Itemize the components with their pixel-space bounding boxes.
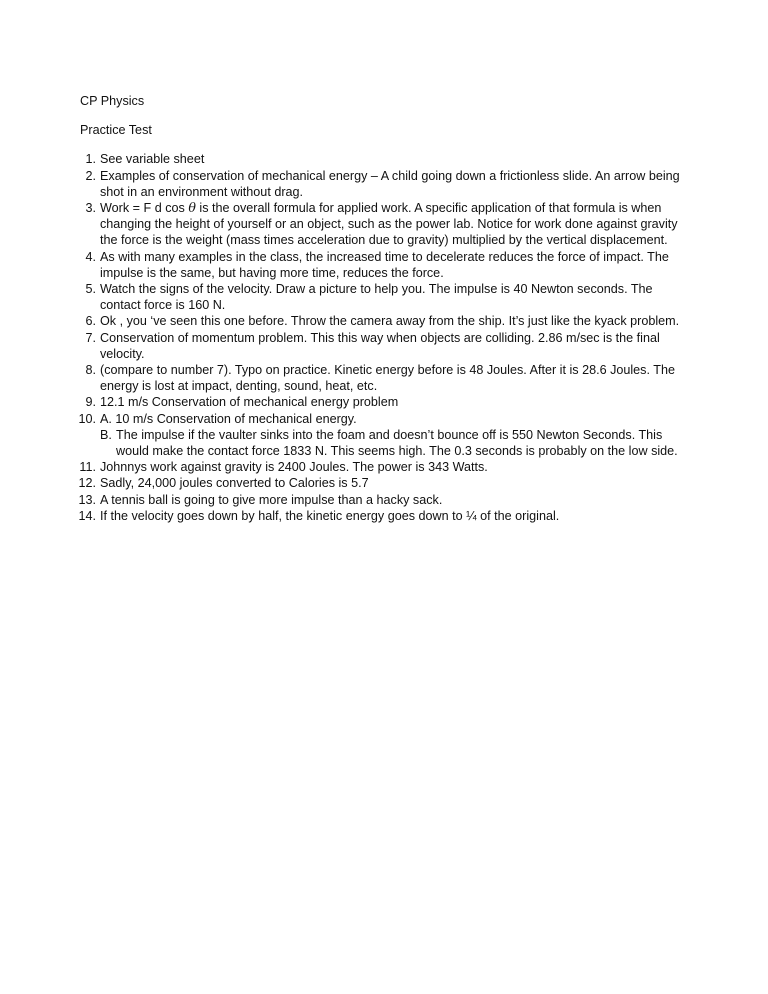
answer-text: Watch the signs of the velocity. Draw a picture to help you. The impulse is 40 Newton seconds. The contact force is 160 N.: [100, 282, 653, 313]
answer-subpart-b: [100, 427, 680, 459]
answer-number: 3.: [85, 201, 96, 216]
answer-text: (compare to number 7). Typo on practice. Kinetic energy before is 48 Joules. After it is 28.6 Joules. The energy is lost at impact, denting, sound, heat, etc.: [100, 363, 675, 394]
answer-number: 9.: [85, 395, 96, 410]
answer-number: 8.: [85, 363, 96, 378]
answer-item-13: [80, 492, 680, 508]
answer-number: 10.: [78, 411, 96, 426]
answer-item-6: [80, 313, 680, 329]
answer-number: 1.: [85, 152, 96, 167]
answer-item-5: [80, 281, 680, 313]
answer-number: 14.: [78, 508, 96, 523]
answer-item-4: [80, 249, 680, 281]
answer-number: 13.: [78, 492, 96, 507]
answer-number: 2.: [85, 168, 96, 183]
answer-number: 7.: [85, 330, 96, 345]
answer-item-11: [80, 459, 680, 475]
answer-number: 12.: [78, 476, 96, 491]
answer-item-7: [80, 330, 680, 362]
answer-item-10: [80, 411, 680, 460]
answer-item-9: [80, 394, 680, 410]
answer-text-pre: Work = F d cos: [100, 201, 189, 216]
answer-text: Sadly, 24,000 joules converted to Calories is 5.7: [100, 476, 369, 491]
answer-text: Examples of conservation of mechanical energy – A child going down a frictionless slide. An arrow being shot in an environment without drag.: [100, 168, 680, 199]
theta-symbol: θ: [188, 200, 196, 216]
answer-item-8: [80, 362, 680, 394]
course-title: CP Physics: [80, 94, 145, 108]
answer-text: As with many examples in the class, the increased time to decelerate reduces the force of impact. The impulse is the same, but having more time, reduces the force.: [100, 249, 669, 280]
subpart-text: The impulse if the vaulter sinks into the foam and doesn’t bounce off is 550 Newton Seconds. This would make the contact force 1833 N. This seems high. The 0.3 seconds is probably on the low side.: [116, 427, 678, 459]
answer-text: A tennis ball is going to give more impulse than a hacky sack.: [100, 492, 443, 507]
answer-item-2: [80, 168, 680, 200]
answer-text: A. 10 m/s Conservation of mechanical energy.: [100, 411, 357, 426]
test-title: Practice Test: [80, 123, 152, 138]
subpart-label: B.: [100, 427, 112, 442]
answer-item-12: [80, 475, 680, 491]
answer-text: Johnnys work against gravity is 2400 Joules. The power is 343 Watts.: [100, 460, 488, 475]
answer-item-14: [80, 508, 680, 524]
answer-item-1: [80, 151, 680, 167]
answer-text: See variable sheet: [100, 152, 205, 167]
document-body: [80, 93, 680, 524]
answer-number: 5.: [85, 282, 96, 297]
answer-list: [80, 151, 680, 524]
answer-number: 6.: [85, 314, 96, 329]
answer-text: Ok , you ‘ve seen this one before. Throw the camera away from the ship. It’s just like the kyack problem.: [100, 314, 680, 329]
answer-text: Conservation of momentum problem. This this way when objects are colliding. 2.86 m/sec is the final velocity.: [100, 330, 660, 361]
answer-item-3: [80, 200, 680, 249]
answer-text: 12.1 m/s Conservation of mechanical energy problem: [100, 395, 399, 410]
answer-text: If the velocity goes down by half, the kinetic energy goes down to ¼ of the original.: [100, 508, 560, 523]
answer-number: 11.: [79, 460, 96, 475]
answer-number: 4.: [85, 249, 96, 264]
answer-text-post: is the overall formula for applied work. A specific application of that formula is when changing the height of yourself or an object, such as the power lab. Notice for work done against gravity the force is the weight (mass times acceleration due to gravity) multiplied by the vertical displacement.: [100, 201, 678, 248]
